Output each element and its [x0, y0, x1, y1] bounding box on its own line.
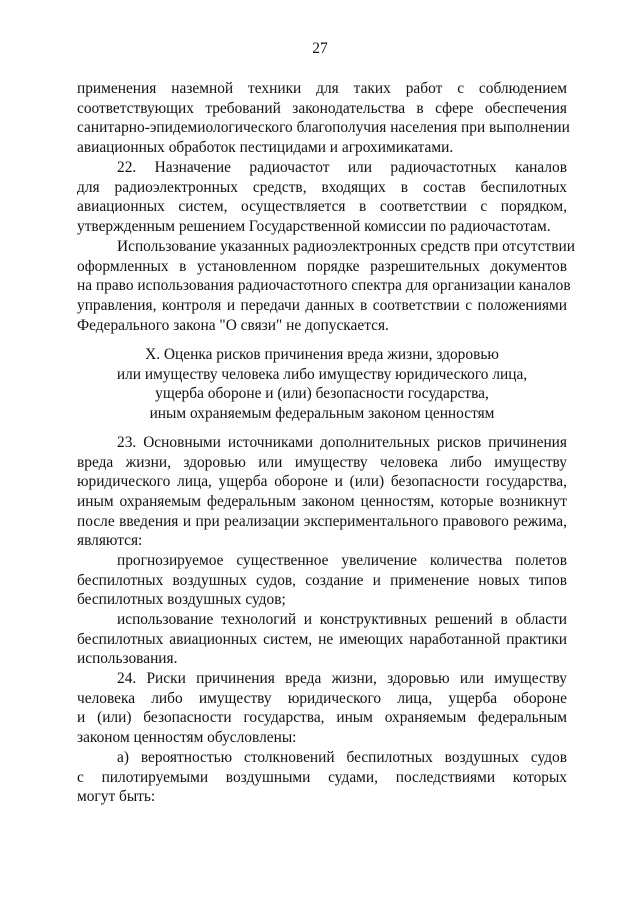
text-line: беспилотных воздушных судов, создание и применение новых типов	[77, 571, 567, 589]
text-line: 23. Основными источниками дополнительных рисков причинения	[117, 434, 567, 451]
paragraph-24	[77, 669, 567, 748]
text-line: использования.	[77, 650, 178, 668]
heading-line: иным охраняемым федеральным законом ценностям	[149, 405, 495, 423]
paragraph-radio-usage	[77, 237, 576, 335]
text-line: Использование указанных радиоэлектронных средств при отсутствии	[117, 238, 576, 255]
text-line: использование технологий и конструктивных решений в области	[117, 611, 567, 628]
text-line: беспилотных воздушных судов;	[77, 591, 286, 609]
text-line: прогнозируемое существенное увеличение количества полетов	[117, 552, 567, 569]
text-line: человека либо имуществу юридического лица, ущерба обороне	[77, 689, 567, 707]
text-line: для радиоэлектронных средств, входящих в состав беспилотных	[77, 178, 567, 196]
text-line: могут быть:	[77, 788, 156, 806]
text-line: утвержденным решением Государственной комиссии по радиочастотам.	[77, 218, 551, 236]
text-line: применения наземной техники для таких работ с соблюдением	[77, 80, 567, 97]
heading-line: X. Оценка рисков причинения вреда жизни, здоровью	[145, 346, 499, 363]
text-line: авиационных систем, осуществляется в соответствии с порядком,	[77, 198, 567, 216]
paragraph-22	[77, 158, 567, 237]
text-line: а) вероятностью столкновений беспилотных воздушных судов	[117, 749, 567, 766]
text-line: вреда жизни, здоровью или имуществу человека либо имуществу	[77, 453, 567, 471]
text-line: после введения и при реализации экспериментального правового режима,	[77, 512, 567, 530]
section-heading	[77, 345, 567, 424]
paragraph-23	[77, 433, 567, 551]
paragraph-flights-increase	[77, 551, 567, 610]
text-line: Федерального закона "О связи" не допускается.	[77, 316, 389, 334]
text-line: оформленных в установленном порядке разрешительных документов	[77, 257, 567, 275]
text-line: 24. Риски причинения вреда жизни, здоровью или имуществу	[117, 670, 567, 687]
heading-line: или имуществу человека либо имуществу юридического лица,	[116, 365, 528, 383]
text-line: и (или) безопасности государства, иным охраняемым федеральным	[77, 709, 567, 727]
text-line: являются:	[77, 532, 143, 550]
text-line: с пилотируемыми воздушными судами, последствиями которых	[77, 768, 567, 786]
text-line: санитарно-эпидемиологического благополучия населения при выполнении	[77, 119, 570, 137]
text-line: авиационных обработок пестицидами и агрохимикатами.	[77, 139, 454, 157]
paragraph-continuation	[77, 79, 570, 158]
paragraph-technologies	[77, 610, 567, 669]
text-line: управления, контроля и передачи данных в соответствии с положениями	[77, 297, 567, 315]
page-number: 27	[312, 40, 328, 57]
text-line: юридического лица, ущерба обороне и (или) безопасности государства,	[77, 473, 567, 491]
text-line: иным охраняемым федеральным законом ценностям, которые возникнут	[77, 493, 567, 511]
text-line: на право использования радиочастотного спектра для организации каналов	[77, 277, 571, 295]
text-line: законом ценностям обусловлены:	[77, 729, 297, 747]
text-line: беспилотных авиационных систем, не имеющих наработанной практики	[77, 630, 567, 648]
paragraph-24-a	[77, 748, 567, 807]
heading-line: ущерба обороне и (или) безопасности государства,	[155, 385, 489, 403]
text-line: 22. Назначение радиочастот или радиочастотных каналов	[117, 159, 567, 176]
text-line: соответствующих требований законодательства в сфере обеспечения	[77, 99, 567, 117]
